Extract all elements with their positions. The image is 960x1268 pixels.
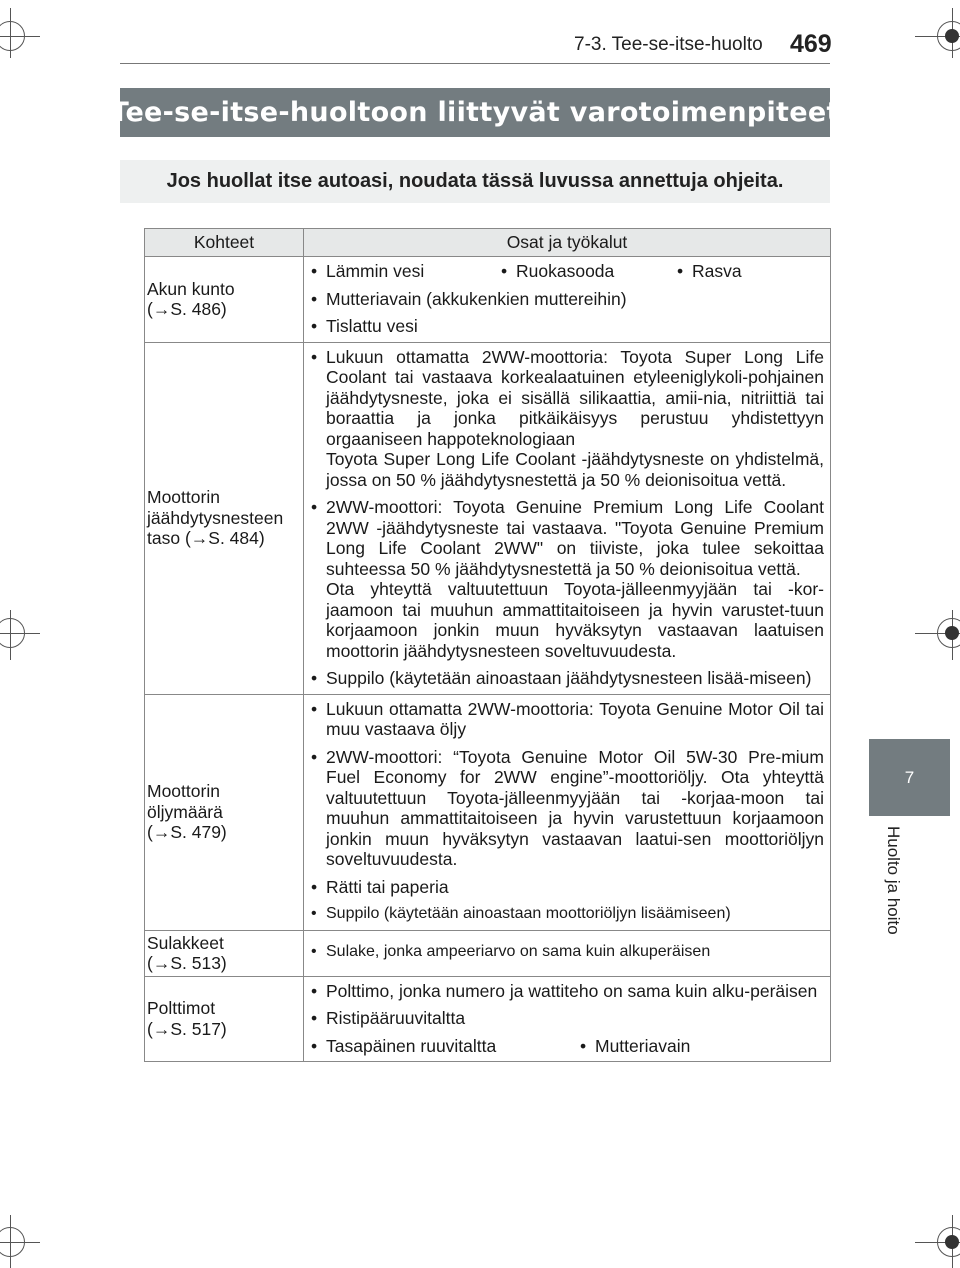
item-label: Moottorin [147,781,220,802]
tool-item: • Mutteriavain (akkukenkien muttereihin) [310,289,824,310]
tools-cell [304,342,831,694]
page-number: 469 [790,30,832,58]
column-header-items: Kohteet [145,229,304,257]
item-reference: (→S. 517) [147,1018,227,1039]
tools-list [310,981,824,1029]
tools-list [310,347,824,689]
table-header-row [145,229,831,257]
tool-item: • Ruokasooda [500,261,676,282]
tool-item: • Polttimo, jonka numero ja wattiteho on sama kuin alku-peräisen [310,981,824,1002]
tools-list [310,942,824,963]
item-cell [145,342,304,694]
chapter-name: Huolto ja hoito [884,826,903,935]
tool-note: Toyota Super Long Life Coolant -jäähdytysneste on yhdistelmä, jossa on 50 % jäähdytysnestettä ja 50 % deionisoitua vettä. [326,449,824,490]
tools-list [310,699,824,925]
table-row [145,342,831,694]
tools-cell [304,694,831,930]
tool-item: • Rätti tai paperia [310,877,824,898]
inline-tools [310,261,824,282]
item-label: Moottorin [147,487,220,508]
item-cell [145,976,304,1062]
tool-item [310,347,824,491]
item-cell [145,694,304,930]
page-title: Tee-se-itse-huoltoon liittyvät varotoimenpiteet [120,88,830,137]
tool-item: • Suppilo (käytetään ainoastaan moottoriöljyn lisäämiseen) [310,904,824,925]
item-cell [145,257,304,343]
item-label: Akun kunto [147,278,235,299]
tool-item: • Suppilo (käytetään ainoastaan jäähdytysnesteen lisää-miseen) [310,668,824,689]
tools-cell [304,257,831,343]
tools-cell [304,930,831,976]
tool-item: • Tasapäinen ruuvitaltta [310,1036,579,1057]
section-name: 7-3. Tee-se-itse-huolto [574,34,763,55]
item-label: Sulakkeet [147,932,224,953]
item-reference: (→S. 486) [147,299,227,320]
tool-item: • 2WW-moottori: “Toyota Genuine Motor Oil 5W-30 Pre-mium Fuel Economy for 2WW engine”-moottoriöljy. Ota yhteyttä valtuutettuun Toyota-jälleenmyyjään tai -korjaa-moon tai muuhun ammattitaitoiseen ja hyvin varustettuun korjaamoon jonkin muun hyväksytyn vastaavan laatui-sen moottoriöljyn soveltuvuudesta. [310,747,824,870]
header-divider [120,63,830,64]
item-reference: (→S. 479) [147,822,227,843]
table-row [145,257,831,343]
tool-item: • Lukuun ottamatta 2WW-moottoria: Toyota Genuine Motor Oil tai muu vastaava öljy [310,699,824,740]
tool-item: • Sulake, jonka ampeeriarvo on sama kuin alkuperäisen [310,942,824,963]
item-label: öljymäärä [147,801,223,822]
item-cell [145,930,304,976]
item-label: jäähdytysnesteen [147,507,284,528]
tool-item: • Ristipääruuvitaltta [310,1008,824,1029]
table-row [145,930,831,976]
tool-text: • 2WW-moottori: Toyota Genuine Premium Long Life Coolant 2WW -jäähdytysneste tai vastaava. "Toyota Genuine Premium Long Life Coolant 2WW" on tiiviste, joka tulee sekoittaa suhteessa 50 % jäähdytysnestettä ja 50 % deionisoitua vettä. [326,497,824,579]
inline-tools [310,1036,824,1057]
item-reference: taso (→S. 484) [147,528,265,549]
maintenance-table [144,228,831,1062]
item-label: Polttimot [147,998,216,1019]
item-reference: (→S. 513) [147,953,227,973]
table-row [145,976,831,1062]
tool-note: Ota yhteyttä valtuutettuun Toyota-jälleenmyyjään tai -kor-jaamoon tai muuhun ammattitaitoiseen ja hyvin varustet-tuun korjaamoon jonkin muun hyväksytyn vastaavan laatuisen moottorin jäähdytysnesteen soveltuvuudesta. [326,579,824,661]
tool-item: • Lämmin vesi [310,261,500,282]
tool-item: • Rasva [676,261,742,282]
column-header-tools: Osat ja työkalut [304,229,831,257]
tool-text: • Lukuun ottamatta 2WW-moottoria: Toyota Super Long Life Coolant tai vastaava korkealaatuinen etyleeniglykoli-pohjainen jäähdytysneste, joka ei sisällä silikaattia, amii-nia, nitriittiä tai boraattia ja jonka pitkäikäisyys perustuu yhdistettyyn orgaaniseen happoteknologiaan [326,346,824,449]
tool-item: • Mutteriavain [579,1036,690,1057]
table-row [145,694,831,930]
tools-cell [304,976,831,1062]
chapter-tab: 7 [869,739,950,816]
tools-list [310,289,824,337]
intro-text: Jos huollat itse autoasi, noudata tässä luvussa annettuja ohjeita. [120,160,830,203]
tool-item: • Tislattu vesi [310,316,824,337]
tool-item [310,497,824,661]
